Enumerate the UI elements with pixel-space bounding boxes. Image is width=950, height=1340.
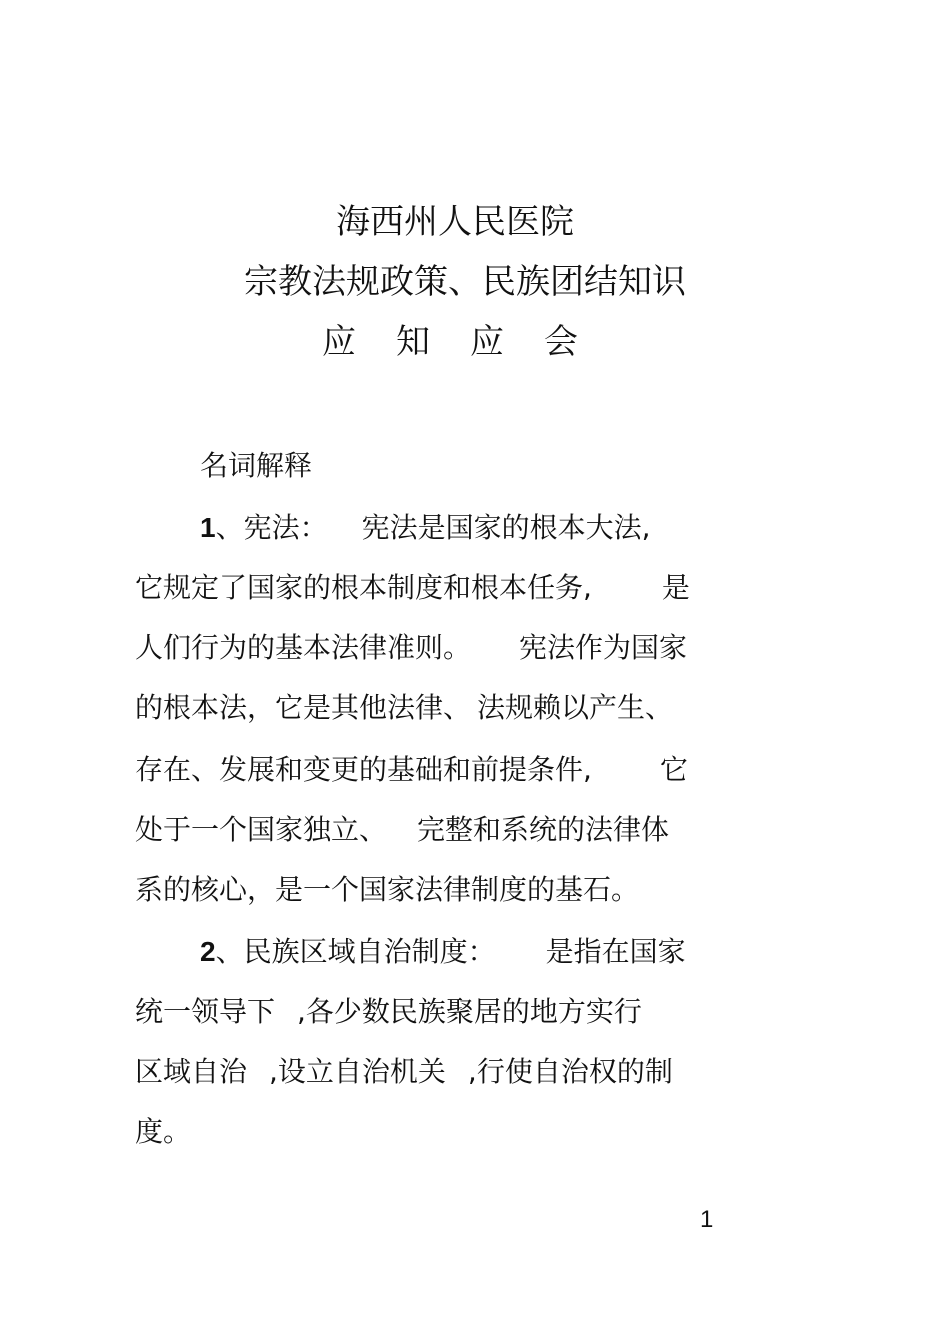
title-block <box>0 192 950 372</box>
title-tagline: 应知应会 <box>322 322 618 362</box>
entry-1-line-2 <box>135 568 690 608</box>
entry-2-text-5: ,设立自治机关 <box>269 1055 446 1088</box>
entry-1-line-4 <box>135 688 673 728</box>
entry-2-text-1: 是指在国家 <box>545 935 686 968</box>
entry-2-line-3 <box>135 1052 673 1092</box>
entry-1-line-3 <box>135 628 687 668</box>
entry-1-text-10: 处于一个国家独立、 <box>135 813 388 846</box>
entry-2-text-2: 统一领导下 <box>135 995 276 1028</box>
entry-1-number: 1 <box>200 512 216 543</box>
entry-1-text-12: 系的核心，是一个国家法律制度的基石。 <box>135 873 640 906</box>
title-hospital: 海西州人民医院 <box>336 202 574 242</box>
entry-1-text-2: 它规定了国家的根本制度和根本任务, <box>135 571 592 604</box>
entry-1-text-1: 宪法是国家的根本大法, <box>361 511 651 544</box>
entry-1-line-5 <box>135 750 688 790</box>
entry-1-text-4: 人们行为的基本法律准则。 <box>135 631 472 664</box>
entry-1-line-7 <box>135 870 639 910</box>
entry-1-text-8: 存在、发展和变更的基础和前提条件, <box>135 753 592 786</box>
entry-2-line-2 <box>135 992 642 1032</box>
entry-2-line-1 <box>200 932 686 972</box>
entry-2-term: 、民族区域自治制度： <box>215 935 496 968</box>
entry-1-text-9: 它 <box>659 753 688 786</box>
page-number: 1 <box>700 1206 714 1233</box>
title-subject: 宗教法规政策、民族团结知识 <box>244 262 686 302</box>
entry-2-line-4 <box>135 1112 191 1152</box>
entry-2-text-4: 区域自治 <box>135 1055 248 1088</box>
entry-2-number: 2 <box>200 936 216 967</box>
entry-1-line-1 <box>200 508 651 548</box>
entry-2-text-6: ,行使自治权的制 <box>467 1055 673 1088</box>
entry-1-text-11: 完整和系统的法律体 <box>417 813 670 846</box>
entry-1-text-3: 是 <box>661 571 690 604</box>
entry-2-text-7: 度。 <box>135 1115 192 1148</box>
entry-1-text-7: 法规赖以产生、 <box>477 691 674 724</box>
section-heading: 名词解释 <box>200 449 313 482</box>
entry-1-term: 、宪法： <box>215 511 328 544</box>
entry-1-text-5: 宪法作为国家 <box>519 631 688 664</box>
entry-1-line-6 <box>135 810 669 850</box>
entry-1-text-6: 的根本法，它是其他法律、 <box>135 691 472 724</box>
entry-2-text-3: ,各少数民族聚居的地方实行 <box>297 995 642 1028</box>
